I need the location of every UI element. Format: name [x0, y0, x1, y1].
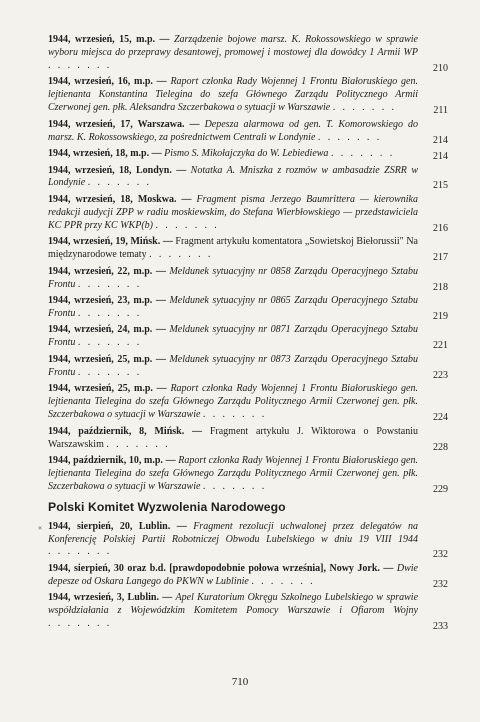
- entry-page-number: 211: [433, 105, 448, 117]
- toc-entry: [48, 455, 448, 494]
- toc-entry: [48, 383, 448, 422]
- leader-dots: . . . . . . .: [106, 438, 171, 450]
- entry-date-place: 1944, wrzesień, 25, m.p. —: [48, 353, 166, 365]
- entry-page-number: 232: [433, 549, 448, 561]
- page-number: 710: [231, 676, 249, 688]
- leader-dots: . . . . . . .: [87, 177, 152, 189]
- toc-entry: [48, 266, 448, 292]
- leader-dots: . . . . . . .: [77, 337, 142, 349]
- toc-entry: [48, 521, 448, 560]
- entries-list-1: [48, 34, 448, 494]
- entry-page-number: 232: [433, 578, 448, 590]
- entry-title: Meldunek sytuacyjny nr 0871 Zarządu Operacyjnego Sztabu Frontu: [48, 324, 418, 349]
- entry-title: Apel Kuratorium Okręgu Szkolnego Lubelskiego w sprawie współdziałania z Wojewódzkim Komitetem Pomocy Warszawie i Ofiarom Wojny: [48, 592, 419, 617]
- entry-page-number: 228: [433, 441, 448, 453]
- entry-date-place: 1944, wrzesień, 18, Londyn. —: [48, 164, 187, 176]
- toc-entry: [48, 426, 448, 452]
- toc-entry: [48, 592, 448, 631]
- entry-title: Notatka A. Mniszka z rozmów w ambasadzie ZSRR w Londynie: [48, 164, 418, 189]
- toc-entry: [48, 563, 448, 589]
- toc-entry: [48, 76, 448, 115]
- section-title: Polski Komitet Wyzwolenia Narodowego: [48, 499, 286, 514]
- toc-entry: [48, 194, 448, 233]
- entry-date-place: 1944, sierpień, 30 oraz b.d. [prawdopodobnie połowa września], Nowy Jork. —: [48, 562, 394, 574]
- entry-date-place: 1944, wrzesień, 19, Mińsk. —: [48, 236, 173, 248]
- entry-title: Fragment rezolucji uchwalonej przez delegatów na Konferencję Polskiej Partii Robotniczej Obwodu Lubelskiego w dniu 19 VIII 1944: [48, 520, 418, 545]
- entry-date-place: 1944, wrzesień, 18, m.p. —: [48, 148, 162, 160]
- margin-mark: «: [38, 523, 42, 532]
- entry-date-place: 1944, wrzesień, 18, Moskwa. —: [48, 193, 192, 205]
- leader-dots: . . . . . . .: [77, 366, 142, 378]
- leader-dots: . . . . . . .: [202, 480, 267, 492]
- entry-page-number: 219: [433, 310, 448, 322]
- entry-page-number: 233: [433, 621, 448, 633]
- leader-dots: . . . . . . .: [330, 148, 395, 160]
- entry-title: Fragment artykułu J. Wiktorowa o Powstaniu Warszawskim: [48, 425, 418, 450]
- entry-title: Meldunek sytuacyjny nr 0858 Zarządu Operacyjnego Sztabu Frontu: [48, 265, 418, 290]
- entry-date-place: 1944, wrzesień, 15, m.p. —: [48, 34, 170, 45]
- entry-title: Pismo S. Mikołajczyka do W. Lebiediewa: [164, 148, 329, 160]
- leader-dots: . . . . . . .: [48, 546, 112, 558]
- leader-dots: . . . . . . .: [251, 575, 316, 587]
- entry-date-place: 1944, wrzesień, 17, Warszawa. —: [48, 118, 200, 130]
- entry-page-number: 214: [433, 151, 448, 163]
- toc-entry: [48, 354, 448, 380]
- entry-page-number: 224: [433, 412, 448, 424]
- entry-date-place: 1944, październik, 10, m.p. —: [48, 455, 176, 466]
- entry-page-number: 216: [433, 222, 448, 234]
- entry-page-number: 221: [433, 340, 448, 352]
- entry-date-place: 1944, wrzesień, 24, m.p. —: [48, 324, 166, 336]
- table-of-contents: [48, 34, 448, 635]
- entry-page-number: 223: [433, 369, 448, 381]
- toc-entry: [48, 236, 448, 262]
- entry-title: Dwie depesze od Oskara Langego do PKWN w Lublinie: [48, 562, 418, 587]
- entry-date-place: 1944, wrzesień, 23, m.p. —: [48, 295, 166, 307]
- entry-date-place: 1944, sierpień, 20, Lublin. —: [48, 520, 187, 532]
- leader-dots: . . . . . . .: [77, 307, 142, 319]
- entry-page-number: 210: [433, 62, 448, 74]
- entry-page-number: 214: [433, 134, 448, 146]
- toc-entry: [48, 295, 448, 321]
- toc-entry: [48, 119, 448, 145]
- entry-page-number: 217: [433, 252, 448, 264]
- leader-dots: . . . . . . .: [202, 409, 267, 421]
- entry-title: Zarządzenie bojowe marsz. K. Rokossowskiego w sprawie wyboru miejsca do przeprawy desantowej, promowej i mostowej dla dowódcy 1 Armii WP: [48, 34, 418, 58]
- toc-entry: [48, 34, 448, 73]
- toc-entry: [48, 148, 448, 161]
- leader-dots: . . . . . . .: [155, 219, 220, 231]
- entry-title: Raport członka Rady Wojennej 1 Frontu Białoruskiego gen. lejtienanta Konstantina Tielegina do szefa Głównego Zarządu Politycznego Armii Czerwonej gen. płk. Aleksandra Szczerbakowa o sytuacji w Warszawie: [48, 76, 418, 114]
- entry-title: Meldunek sytuacyjny nr 0873 Zarządu Operacyjnego Sztabu Frontu: [48, 353, 418, 378]
- entry-title: Meldunek sytuacyjny nr 0865 Zarządu Operacyjnego Sztabu Frontu: [48, 295, 418, 319]
- toc-entry: [48, 165, 448, 191]
- entry-title: Raport członka Rady Wojennej 1 Frontu Białoruskiego gen. lejtienanta Tielegina do szefa Głównego Zarządu Politycznego Armii Czerwonej gen. płk. Szczerbakowa o sytuacji w Warszawie: [48, 383, 418, 421]
- entry-title: Raport członka Rady Wojennej 1 Frontu Białoruskiego gen. lejtienanta Tielegina do szefa Głównego Zarządu Politycznego Armii Czerwonej gen. płk. Szczerbakowa o sytuacji w Warszawie: [48, 455, 418, 492]
- leader-dots: . . . . . . .: [317, 131, 382, 143]
- toc-entry: [48, 324, 448, 350]
- entry-title: Fragment artykułu komentatora „Sowietskoj Biełorussii" Na międzynarodowe tematy: [48, 236, 418, 261]
- entry-page-number: 215: [433, 180, 448, 192]
- entry-date-place: 1944, październik, 8, Mińsk. —: [48, 425, 203, 437]
- leader-dots: . . . . . . .: [77, 278, 142, 290]
- entry-date-place: 1944, wrzesień, 3, Lublin. —: [48, 592, 173, 604]
- entry-date-place: 1944, wrzesień, 16, m.p. —: [48, 76, 167, 88]
- leader-dots: . . . . . . .: [48, 59, 112, 71]
- entry-title: Depesza alarmowa od gen. T. Komorowskiego do marsz. K. Rokossowskiego, za pośrednictwem Centrali w Londynie: [48, 118, 419, 143]
- entry-page-number: 218: [433, 281, 448, 293]
- entry-date-place: 1944, wrzesień, 25, m.p. —: [48, 383, 167, 395]
- leader-dots: . . . . . . .: [149, 249, 213, 261]
- entry-page-number: 229: [433, 483, 448, 495]
- entries-list-2: [48, 521, 448, 631]
- entry-title: Fragment pisma Jerzego Baumrittera — kierownika redakcji audycji ZPP w radiu moskiewskim, do Stefana Wierbłowskiego — przedstawiciela KC PPR przy KC WKP(b): [48, 193, 418, 231]
- entry-date-place: 1944, wrzesień, 22, m.p. —: [48, 265, 166, 277]
- leader-dots: . . . . . . .: [332, 102, 397, 114]
- leader-dots: . . . . . . .: [48, 618, 112, 630]
